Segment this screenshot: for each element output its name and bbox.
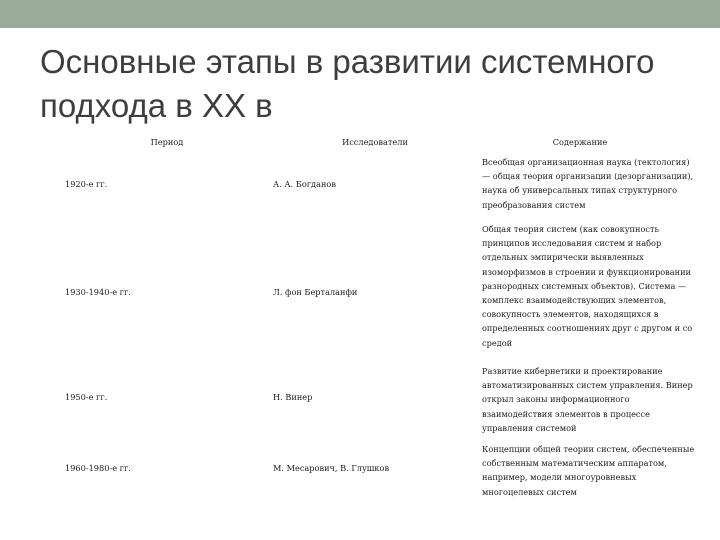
row-1-content: Всеобщая организационная наука (тектология) — общая теория организации (дезорганизации), наука об универсальных типах структурного преобразования систем (482, 157, 694, 210)
slide-title: Основные этапы в развитии системного подхода в XX в (40, 43, 655, 124)
row-2-content: Общая теория систем (как совокупность принципов исследования систем и набор отдельных эмпирически выявленных изоморфизмов в строении и функционировании разнородных системных объектов). Система — комплекс взаимодействующих элементов, совокупность элементов, находящихся в определенных соотношениях друг с другом и со средой (482, 224, 693, 348)
row-4-period: 1960-1980-е гг. (65, 463, 131, 473)
row-1-period: 1920-е гг. (65, 179, 108, 189)
row-4-researcher: М. Месарович, В. Глушков (273, 463, 390, 473)
header-period: Период (150, 137, 184, 147)
row-4-content: Концепции общей теории систем, обеспеченные собственным математическим аппаратом, например, модели многоуровневых многоцелевых систем (482, 444, 695, 497)
row-2-period: 1930-1940-е гг. (65, 287, 131, 297)
row-2-researcher: Л. фон Берталанфи (273, 287, 358, 297)
row-3-researcher: Н. Винер (273, 392, 313, 402)
header-researchers: Исследователи (342, 137, 408, 147)
row-1-researcher: А. А. Богданов (273, 179, 336, 189)
row-3-content: Развитие кибернетики и проектирование автоматизированных систем управления. Винер открыл законы информационного взаимодействия элементов в процессе управления системой (482, 366, 693, 433)
row-3-period: 1950-е гг. (65, 392, 108, 402)
header-content: Содержание (552, 137, 608, 147)
